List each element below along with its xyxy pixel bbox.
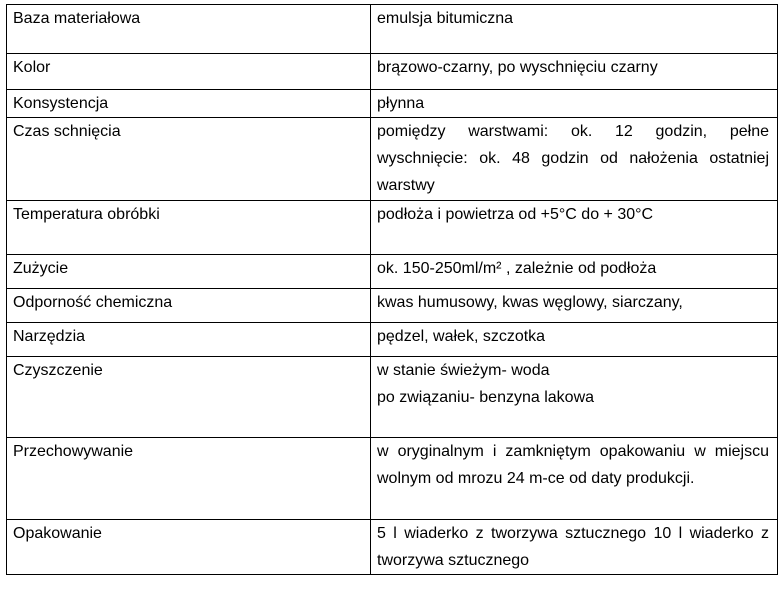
row-value [371,323,778,357]
row-value-line: brązowo-czarny, po wyschnięciu czarny [377,59,658,76]
table-row [7,90,778,118]
table-row [7,357,778,438]
row-label: Opakowanie [7,520,371,575]
row-value [371,255,778,289]
row-value [371,201,778,255]
row-value-line: w oryginalnym i zamkniętym opakowaniu w miejscu wolnym od mrozu 24 m-ce od daty produkcji. [377,443,769,487]
table-row [7,289,778,323]
row-label: Odporność chemiczna [7,289,371,323]
row-value [371,118,778,201]
table-row [7,5,778,54]
row-value-line: ok. 150-250ml/m² , zależnie od podłoża [377,260,657,277]
table-row [7,54,778,90]
row-value-line: po związaniu- benzyna lakowa [377,389,595,406]
row-value-line: 5 l wiaderko z tworzywa sztucznego 10 l wiaderko z tworzywa sztucznego [377,525,769,569]
product-spec-table [6,4,778,575]
row-value-line: pędzel, wałek, szczotka [377,328,546,345]
row-label: Narzędzia [7,323,371,357]
row-label: Kolor [7,54,371,90]
row-label: Czas schnięcia [7,118,371,201]
row-value [371,520,778,575]
row-value [371,5,778,54]
row-label: Temperatura obróbki [7,201,371,255]
row-value [371,54,778,90]
row-label: Czyszczenie [7,357,371,438]
row-value [371,90,778,118]
row-value-line: kwas humusowy, kwas węglowy, siarczany, [377,294,683,311]
row-value-line: płynna [377,95,425,112]
row-value [371,357,778,438]
table-row [7,520,778,575]
row-label: Konsystencja [7,90,371,118]
document-page [6,4,777,575]
table-row [7,323,778,357]
row-value-line: emulsja bitumiczna [377,10,514,27]
row-value [371,289,778,323]
row-value-line: pomiędzy warstwami: ok. 12 godzin, pełne wyschnięcie: ok. 48 godzin od nałożenia ostatniej warstwy [377,123,769,194]
row-label: Zużycie [7,255,371,289]
table-row [7,438,778,520]
table-row [7,255,778,289]
table-row [7,118,778,201]
table-row [7,201,778,255]
row-value [371,438,778,520]
row-value-line: podłoża i powietrza od +5°C do + 30°C [377,206,654,223]
row-label: Baza materiałowa [7,5,371,54]
row-value-line: w stanie świeżym- woda [377,362,550,379]
row-label: Przechowywanie [7,438,371,520]
